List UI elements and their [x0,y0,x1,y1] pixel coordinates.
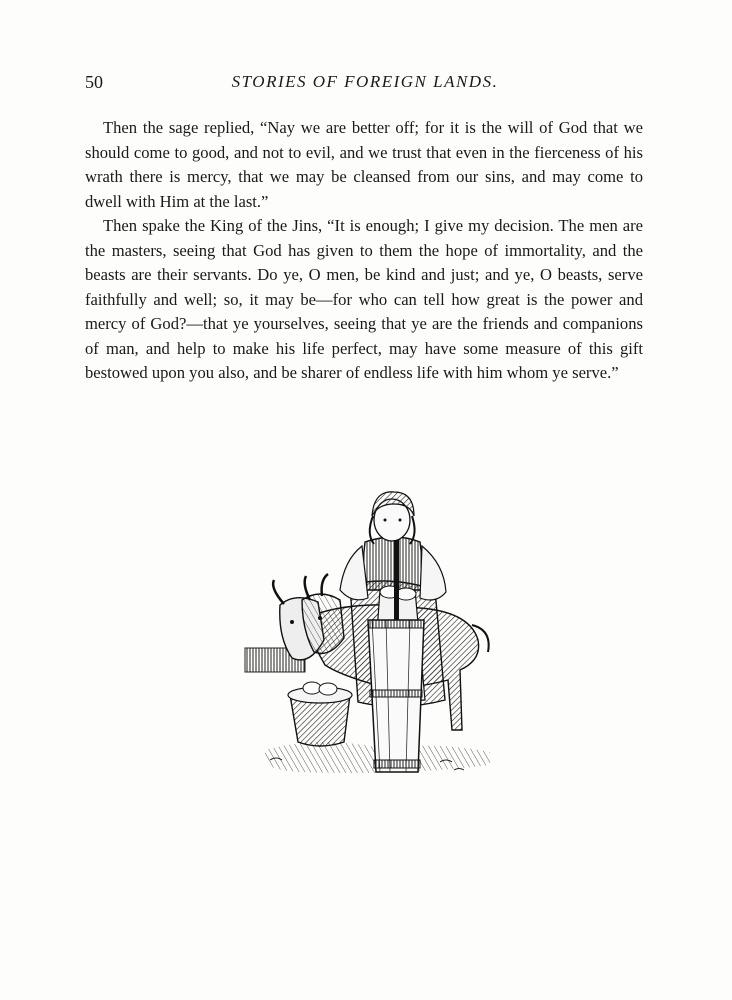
running-title: STORIES OF FOREIGN LANDS. [231,72,499,91]
page-number: 50 [85,72,103,92]
body-text [85,116,643,386]
paragraph-sage-reply: Then the sage replied, “Nay we are better off; for it is the will of God that we should come to good, and not to evil, and we trust that even in the fierceness of his wrath there is mercy, that we may be cleansed from our sins, and may come to dwell with Him at the last.” [85,118,643,211]
paragraph-king-decision: Then spake the King of the Jins, “It is enough; I give my decision. The men are the masters, seeing that God has given to them the hope of immortality, and the beasts are their servants. Do ye, O men, be kind and just; and ye, O beasts, serve faithfully and well; so, it may be—for who can tell how great is the power and mercy of God?—that ye yourselves, seeing that ye are the friends and companions of man, and help to make his life perfect, may have some measure of this gift bestowed upon you also, and be sharer of endless life with him whom ye serve.” [85,216,643,382]
engraving-girl-churning-butter-with-goats-icon [240,480,500,790]
running-head [85,72,645,100]
